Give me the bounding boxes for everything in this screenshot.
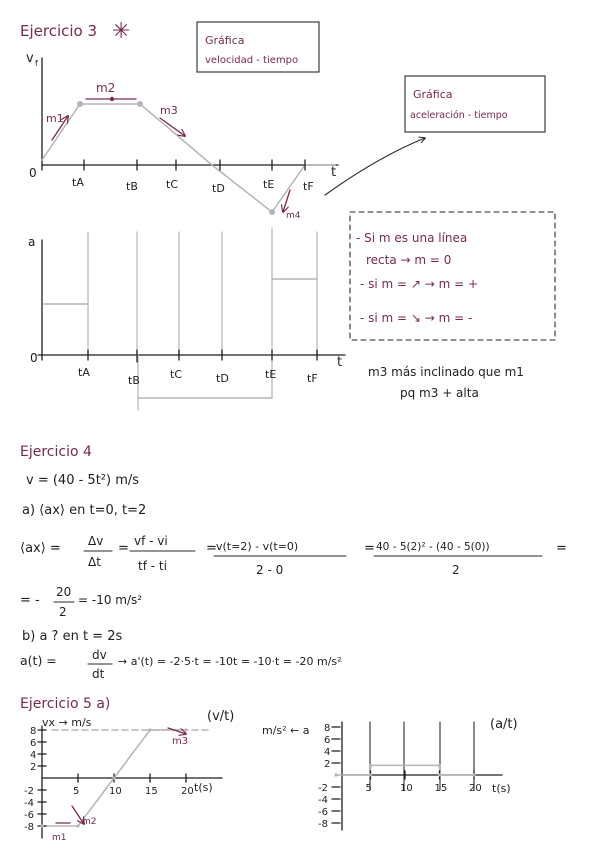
- result-a: = -10 m/s²: [78, 593, 143, 607]
- data-point: [148, 728, 151, 731]
- vt-box-line2: velocidad - tiempo: [205, 55, 299, 66]
- m3-arrow: [160, 118, 185, 136]
- frac-num: Δv: [88, 534, 104, 548]
- star-icon: ✳: [112, 19, 131, 44]
- at5-label: (a/t): [490, 717, 518, 732]
- at-origin: 0: [30, 351, 38, 365]
- ex3-title: Ejercicio 3: [20, 22, 98, 40]
- x-tick-label: 5: [73, 786, 80, 797]
- slope-m3: m3: [160, 104, 178, 117]
- rule-line: recta → m = 0: [366, 253, 452, 267]
- y-tick-label: -4: [24, 798, 34, 809]
- frac-numeric: [374, 541, 542, 577]
- y-tick-label: -4: [318, 795, 328, 806]
- vt5-x-label: t(s): [194, 781, 213, 794]
- frac-num: 40 - 5(2)² - (40 - 5(0)): [376, 541, 490, 553]
- y-tick-label: -8: [318, 819, 328, 830]
- at-box-line1: Gráfica: [413, 88, 453, 101]
- svg-text:=: =: [364, 541, 375, 556]
- y-tick-label: -2: [24, 786, 34, 797]
- at-y-label: a: [28, 235, 36, 249]
- frac-den: 2: [59, 605, 67, 619]
- vt5-y-unit: vx → m/s: [42, 716, 92, 729]
- slope-m4: m4: [286, 211, 301, 221]
- at-label-box: [405, 76, 545, 132]
- m4-arrow: [283, 190, 290, 212]
- frac-num: dv: [92, 648, 107, 662]
- data-point: [40, 824, 43, 827]
- vt-tick-label: tB: [126, 180, 138, 193]
- y-tick-label: 6: [324, 735, 331, 746]
- frac-v-eval: [214, 540, 346, 577]
- rule-line: - si m = ↘ → m = -: [360, 311, 473, 325]
- vt-point: [137, 101, 143, 107]
- x-tick-label: 20: [469, 783, 482, 794]
- at-tick-label: tA: [78, 366, 90, 379]
- data-point: [369, 773, 372, 776]
- slope-m1: m1: [46, 112, 64, 125]
- frac-num: vf - vi: [134, 534, 168, 548]
- svg-text:=: =: [556, 541, 567, 556]
- data-point: [184, 728, 187, 731]
- vt-tick-label: tC: [166, 178, 178, 191]
- vt5-label: (v/t): [207, 709, 235, 724]
- x-tick-label: 20: [181, 786, 194, 797]
- vt-tick-label: tE: [263, 178, 275, 191]
- vt5-slope: m1: [52, 833, 67, 843]
- y-tick-label: 8: [324, 723, 331, 734]
- vt-origin: 0: [29, 166, 37, 180]
- ex4-velocity: v = (40 - 5t²) m/s: [26, 473, 140, 488]
- deriv-lhs: a(t) =: [20, 653, 57, 668]
- frac-num: 20: [56, 585, 72, 599]
- ex4-part-b: b) a ? en t = 2s: [22, 629, 123, 644]
- ex3-vt-graph: [26, 51, 338, 221]
- vt-x-label: t: [331, 165, 337, 180]
- ex4-title: Ejercicio 4: [20, 444, 92, 460]
- frac-vf-vi: [130, 534, 195, 573]
- ex5-title: Ejercicio 5 a): [20, 696, 111, 712]
- y-tick-label: -6: [24, 810, 34, 821]
- data-point: [369, 764, 372, 767]
- frac-den: tf - ti: [138, 559, 167, 573]
- comparison-line: m3 más inclinado que m1: [368, 365, 524, 379]
- frac-den: Δt: [88, 555, 101, 569]
- ex3-at-graph: [28, 228, 345, 410]
- y-tick-label: 6: [30, 738, 37, 749]
- deriv-result: → a'(t) = -2·5·t = -10t = -10·t = -20 m/s²: [118, 655, 342, 668]
- frac-delta: [84, 534, 112, 569]
- y-tick-label: 4: [30, 750, 37, 761]
- vt-point: [269, 209, 275, 215]
- y-tick-label: 2: [30, 762, 37, 773]
- data-point: [438, 764, 441, 767]
- vt-y-sub: f: [35, 59, 38, 68]
- x-tick-label: 10: [109, 786, 122, 797]
- at-box-line2: aceleración - tiempo: [410, 110, 508, 121]
- frac-den: dt: [92, 667, 105, 681]
- pointer-arrow: [325, 138, 425, 195]
- result-a-prefix: = -: [20, 593, 40, 608]
- frac-result-a: [54, 585, 74, 619]
- svg-text:=: =: [206, 541, 217, 556]
- at-tick-label: tD: [216, 372, 229, 385]
- at-tick-label: tB: [128, 374, 140, 387]
- at5-y-unit: m/s² ← a: [262, 724, 310, 737]
- x-tick-label: 10: [400, 783, 413, 794]
- y-tick-label: -6: [318, 807, 328, 818]
- vt5-slope: m2: [82, 817, 97, 827]
- vt-tick-label: tA: [72, 176, 84, 189]
- x-tick-label: 5: [365, 783, 372, 794]
- ex4-part-a: a) ⟨ax⟩ en t=0, t=2: [22, 503, 147, 518]
- at-tick-label: tC: [170, 368, 182, 381]
- y-tick-label: 4: [324, 747, 331, 758]
- comparison-line: pq m3 + alta: [400, 386, 479, 400]
- at-tick-label: tE: [265, 368, 277, 381]
- y-tick-label: -2: [318, 783, 328, 794]
- at-x-label: t: [337, 355, 343, 370]
- vt-box-line1: Gráfica: [205, 34, 245, 47]
- data-point: [472, 773, 475, 776]
- frac-num: v(t=2) - v(t=0): [216, 540, 299, 553]
- data-point: [76, 824, 79, 827]
- vt-y-label: v: [26, 51, 34, 66]
- data-point: [438, 773, 441, 776]
- ex5-at-chart: [262, 717, 518, 830]
- y-tick-label: -8: [24, 822, 34, 833]
- data-point: [334, 773, 337, 776]
- data-point: [112, 776, 115, 779]
- x-tick-label: 15: [145, 786, 158, 797]
- svg-text:=: =: [118, 541, 129, 556]
- y-tick-label: 2: [324, 759, 331, 770]
- vt-tick-label: tD: [212, 182, 225, 195]
- y-tick-label: 8: [30, 726, 37, 737]
- frac-den: 2: [452, 563, 460, 577]
- rule-line: - si m = ↗ → m = +: [360, 277, 479, 291]
- vt-curve: [42, 104, 335, 212]
- ex5-vt-chart: [24, 709, 234, 843]
- vt-point: [77, 101, 83, 107]
- rule-line: - Si m es una línea: [356, 231, 468, 245]
- avg-lhs: ⟨ax⟩ =: [20, 541, 61, 556]
- at-tick-label: tF: [307, 372, 318, 385]
- frac-den: 2 - 0: [256, 563, 284, 577]
- slope-m2: m2: [96, 81, 116, 95]
- vt-tick-label: tF: [303, 180, 314, 193]
- x-tick-label: 15: [434, 783, 448, 794]
- vt5-slope: m3: [172, 736, 189, 747]
- at5-x-label: t(s): [492, 782, 511, 795]
- frac-dv-dt: [88, 648, 112, 681]
